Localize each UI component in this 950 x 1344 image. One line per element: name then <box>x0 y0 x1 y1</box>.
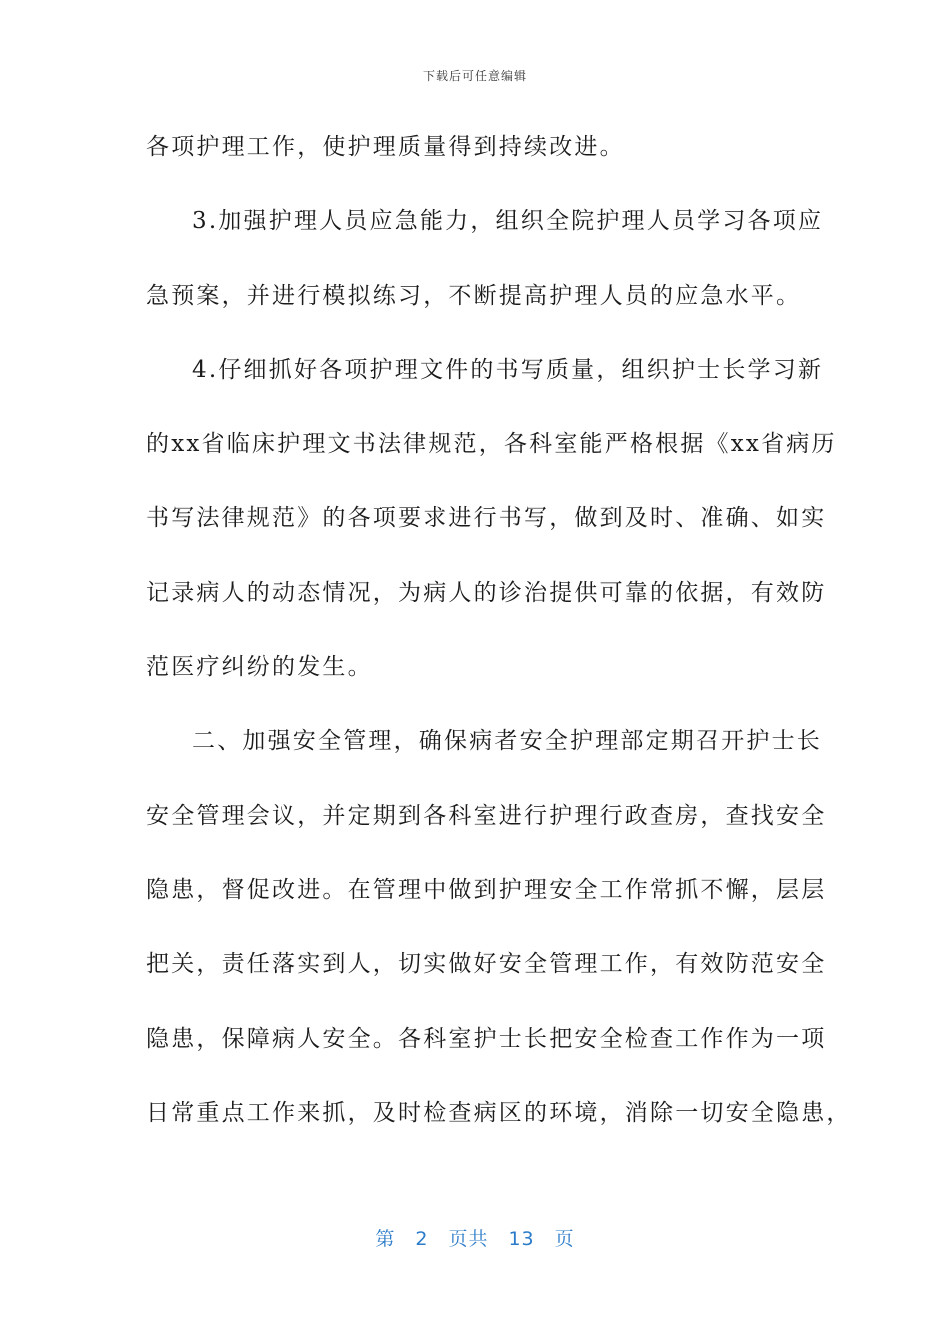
body-line: 3.加强护理人员应急能力，组织全院护理人员学习各项应 <box>192 208 824 235</box>
page-header-note: 下载后可任意编辑 <box>422 69 527 83</box>
body-line: 安全管理会议，并定期到各科室进行护理行政查房，查找安全 <box>146 802 827 829</box>
body-line: 的xx省临床护理文书法律规范，各科室能严格根据《xx省病历 <box>146 431 837 458</box>
body-line: 4.仔细抓好各项护理文件的书写质量，组织护士长学习新 <box>192 356 824 383</box>
footer-suffix: 页 <box>554 1228 575 1250</box>
body-line: 记录病人的动态情况，为病人的诊治提供可靠的依据，有效防 <box>146 579 827 606</box>
page-number-footer <box>0 1224 950 1251</box>
footer-middle: 页共 <box>448 1228 489 1250</box>
total-pages-number: 13 <box>508 1228 535 1250</box>
body-line: 书写法律规范》的各项要求进行书写，做到及时、准确、如实 <box>146 505 827 532</box>
body-line: 隐患，保障病人安全。各科室护士长把安全检查工作作为一项 <box>146 1025 827 1052</box>
footer-prefix: 第 <box>375 1228 396 1250</box>
body-line: 范医疗纠纷的发生。 <box>146 654 373 681</box>
body-line: 急预案，并进行模拟练习，不断提高护理人员的应急水平。 <box>146 282 802 309</box>
body-line: 把关，责任落实到人，切实做好安全管理工作，有效防范安全 <box>146 951 827 978</box>
body-line: 日常重点工作来抓，及时检查病区的环境，消除一切安全隐患， <box>146 1099 852 1126</box>
document-body <box>146 127 852 1167</box>
body-line: 各项护理工作，使护理质量得到持续改进。 <box>146 134 625 160</box>
body-line: 二、加强安全管理，确保病者安全护理部定期召开护士长 <box>192 728 822 755</box>
body-line: 隐患，督促改进。在管理中做到护理安全工作常抓不懈，层层 <box>146 876 827 903</box>
current-page-number: 2 <box>415 1228 429 1250</box>
